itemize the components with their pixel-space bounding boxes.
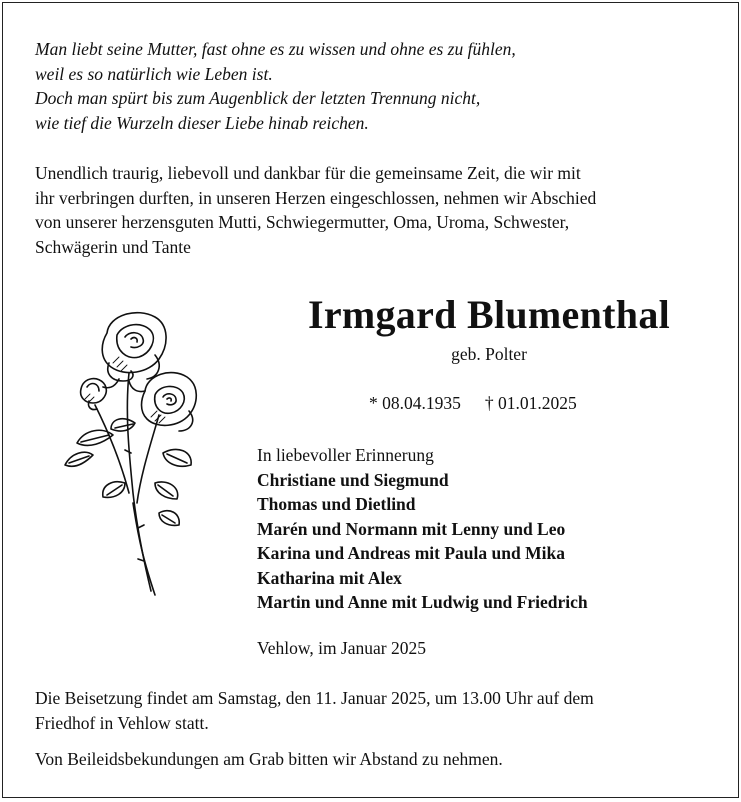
birth-date: * 08.04.1935 (369, 393, 461, 413)
obituary-notice (2, 2, 739, 798)
mourner-family: Martin und Anne mit Ludwig und Friedrich (257, 592, 588, 612)
intro-line: von unserer herzensguten Mutti, Schwiegermutter, Oma, Uroma, Schwester, (35, 212, 570, 232)
burial-line: Friedhof in Vehlow statt. (35, 712, 209, 733)
maiden-name: geb. Polter (451, 344, 527, 364)
poem (35, 37, 516, 135)
mourner-family: Marén und Normann mit Lenny und Leo (257, 518, 566, 539)
deceased-name: Irmgard Blumenthal (307, 292, 671, 337)
poem-line: wie tief die Wurzeln dieser Liebe hinab reichen. (35, 112, 369, 133)
mourner-family: Katharina mit Alex (257, 567, 402, 588)
death-date: † 01.01.2025 (484, 393, 577, 413)
poem-line: Man liebt seine Mutter, fast ohne es zu wissen und ohne es zu fühlen, (35, 39, 516, 59)
poem-line: Doch man spürt bis zum Augenblick der letzten Trennung nicht, (35, 88, 481, 108)
burial-info (35, 686, 594, 735)
mourner-family: Christiane und Siegmund (257, 469, 449, 490)
place-and-date: Vehlow, im Januar 2025 (257, 638, 426, 658)
life-dates (369, 392, 577, 414)
rose-illustration-icon (59, 303, 209, 603)
intro-line: ihr verbringen durften, in unseren Herzen eingeschlossen, nehmen wir Abschied (35, 187, 597, 208)
intro-text (35, 161, 596, 259)
mourner-family: Karina und Andreas mit Paula und Mika (257, 543, 565, 563)
mourner-family: Thomas und Dietlind (257, 494, 416, 514)
condolence-request: Von Beileidsbekundungen am Grab bitten wir Abstand zu nehmen. (35, 749, 503, 769)
mourners-list (257, 443, 588, 615)
intro-line: Unendlich traurig, liebevoll und dankbar für die gemeinsame Zeit, die wir mit (35, 163, 581, 183)
intro-line: Schwägerin und Tante (35, 236, 191, 257)
mourners-heading: In liebevoller Erinnerung (257, 445, 434, 465)
burial-line: Die Beisetzung findet am Samstag, den 11. Januar 2025, um 13.00 Uhr auf dem (35, 688, 594, 708)
poem-line: weil es so natürlich wie Leben ist. (35, 63, 273, 84)
